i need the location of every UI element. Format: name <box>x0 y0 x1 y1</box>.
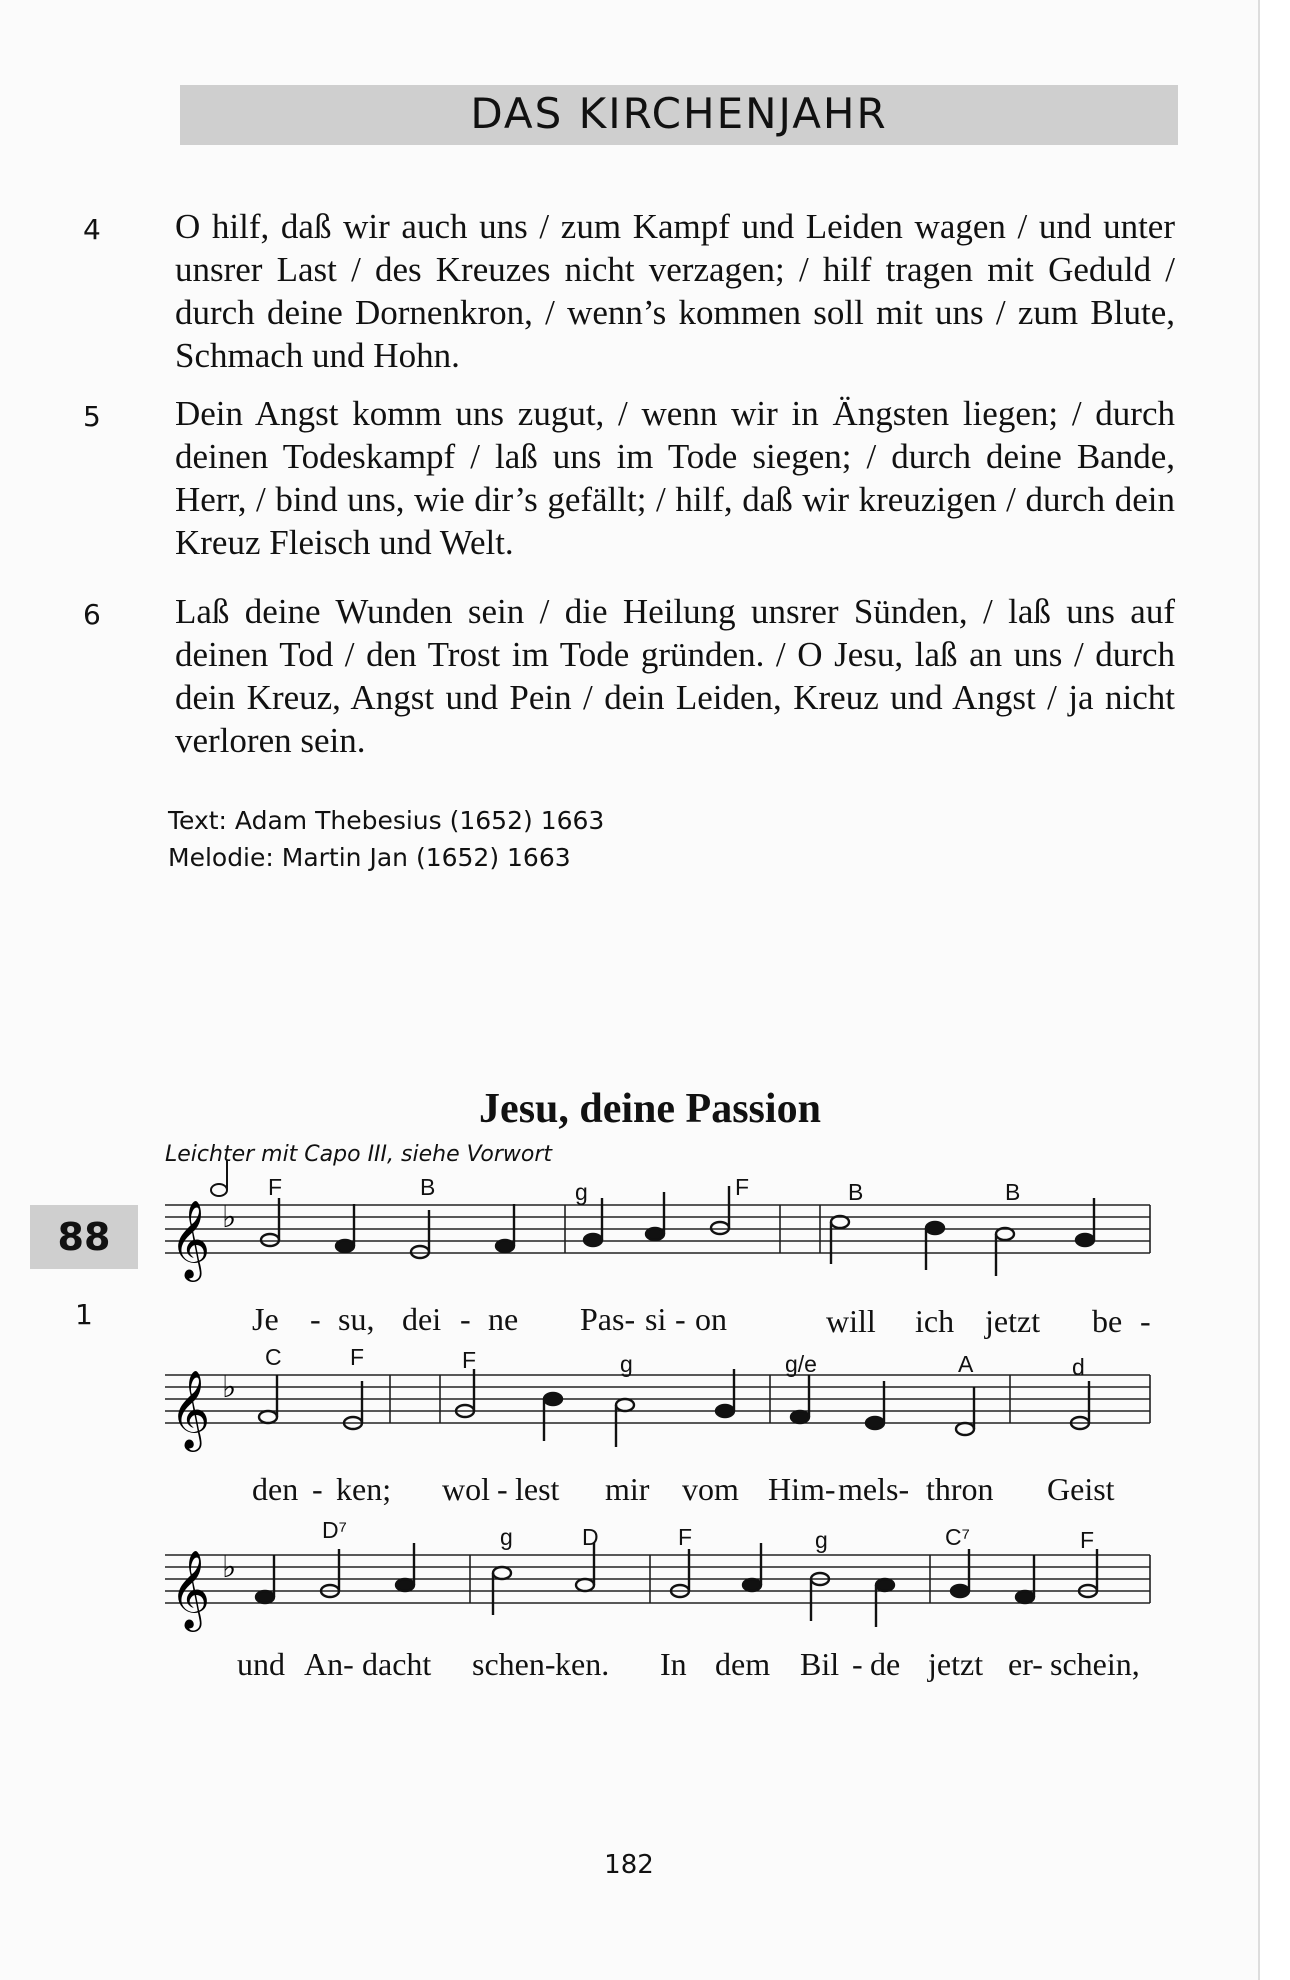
tempo-note: Leichter mit Capo III, siehe Vorwort <box>165 1142 552 1167</box>
stanza-number: 5 <box>83 400 101 433</box>
chord-symbol: F <box>268 1174 283 1200</box>
stanza-number: 6 <box>83 598 101 631</box>
lyric-syllable: ken. <box>555 1646 610 1682</box>
lyric-syllable: mels- <box>838 1471 910 1507</box>
chord-symbol: D <box>582 1524 599 1550</box>
lyric-syllable: vom <box>682 1471 739 1507</box>
treble-clef-icon: 𝄞 <box>170 1370 211 1449</box>
chord-symbol: C <box>265 1344 282 1370</box>
lyric-syllable: Him- <box>768 1471 836 1507</box>
lyric-syllable: den <box>252 1471 299 1507</box>
chord-symbol: B <box>848 1179 864 1205</box>
lyric-syllable: dei <box>402 1301 442 1337</box>
stanza-number: 4 <box>83 213 101 246</box>
flat-key-signature: ♭ <box>222 1550 237 1585</box>
chord-symbol: F <box>735 1174 750 1200</box>
lyric-syllable: In <box>660 1646 687 1682</box>
lyric-syllable: schen- <box>472 1646 556 1682</box>
lyric-syllable: de <box>870 1646 901 1682</box>
lyric-syllable: er- <box>1008 1646 1043 1682</box>
chord-symbol: F <box>350 1344 365 1370</box>
lyric-syllable: - <box>497 1471 508 1507</box>
chord-symbol: g <box>815 1527 828 1553</box>
chord-symbol: F <box>1080 1527 1095 1553</box>
lyric-syllable: - <box>675 1301 686 1337</box>
chord-symbol: C⁷ <box>945 1524 970 1550</box>
lyric-syllable: schein, <box>1050 1646 1140 1682</box>
lyric-syllable: on <box>695 1301 727 1337</box>
lyric-syllable: An- <box>304 1646 354 1682</box>
stanza-text: Laß deine Wunden sein / die Heilung unsrer Sünden, / laß uns auf deinen Tod / den Trost im Tode gründen. / O Jesu, laß an uns / durch dein Kreuz, Angst und Pein / dein Leiden, Kreuz und Angst / ja nicht verloren sein. <box>175 592 1175 760</box>
lyric-syllable: thron <box>926 1471 994 1507</box>
flat-key-signature: ♭ <box>222 1200 237 1235</box>
lyric-syllable: dacht <box>362 1646 432 1682</box>
section-title: DAS KIRCHENJAHR <box>470 89 888 138</box>
stanza-text: Dein Angst komm uns zugut, / wenn wir in Ängsten liegen; / durch deinen Todeskampf / laß uns im Tode siegen; / durch deine Bande, Herr, / bind uns, wie dir’s gefällt; / hilf, daß wir kreuzigen / durch dein Kreuz Fleisch und Welt. <box>175 394 1175 562</box>
page-number: 182 <box>604 1850 654 1880</box>
stanza-text: O hilf, daß wir auch uns / zum Kampf und Leiden wagen / und unter unsrer Last / des Kreuzes nicht verzagen; / hilf tragen mit Geduld / durch deine Dornenkron, / wenn’s kommen soll mit uns / zum Blute, Schmach und Hohn. <box>175 207 1175 375</box>
music-system-2 <box>165 1369 1150 1452</box>
chord-symbol: g/e <box>785 1351 817 1377</box>
lyric-syllable: ich <box>915 1303 955 1339</box>
lyric-syllable: will <box>826 1303 876 1339</box>
chord-symbol: B <box>1005 1179 1021 1205</box>
tempo-half-note-icon <box>211 1160 227 1196</box>
lyric-syllable: mir <box>605 1471 650 1507</box>
notes-system-2 <box>259 1369 1089 1447</box>
lyric-syllable: Pas- <box>580 1301 636 1337</box>
chord-symbol: g <box>500 1524 513 1550</box>
music-system-1 <box>165 1160 1150 1282</box>
lyric-syllable: ne <box>488 1301 519 1337</box>
chord-symbol: B <box>420 1174 436 1200</box>
chord-symbol: d <box>1072 1354 1085 1380</box>
chord-symbol: F <box>678 1524 693 1550</box>
chord-symbol: g <box>620 1351 633 1377</box>
lyric-syllable: Bil <box>800 1646 840 1682</box>
lyric-syllable: Geist <box>1047 1471 1115 1507</box>
treble-clef-icon: 𝄞 <box>170 1550 211 1629</box>
song-number: 88 <box>57 1215 111 1259</box>
music-system-3 <box>165 1543 1150 1632</box>
lyric-syllable: lest <box>515 1471 560 1507</box>
flat-key-signature: ♭ <box>222 1370 237 1405</box>
lyric-syllable: be <box>1092 1303 1123 1339</box>
lyric-syllable: - <box>310 1301 321 1337</box>
melody-credit: Melodie: Martin Jan (1652) 1663 <box>168 843 571 872</box>
lyric-syllable: Je <box>252 1301 279 1337</box>
chord-symbol: g <box>575 1179 588 1205</box>
chord-symbol: D⁷ <box>322 1517 347 1543</box>
treble-clef-icon: 𝄞 <box>170 1200 211 1279</box>
text-credit: Text: Adam Thebesius (1652) 1663 <box>168 806 605 835</box>
song-title: Jesu, deine Passion <box>479 1086 821 1132</box>
lyric-syllable: su, <box>338 1301 375 1337</box>
lyric-syllable: jetzt <box>928 1646 984 1682</box>
chord-symbol: A <box>958 1351 974 1377</box>
lyric-syllable: dem <box>715 1646 771 1682</box>
lyric-syllable: ken; <box>336 1471 392 1507</box>
chord-symbol: F <box>462 1347 477 1373</box>
notes-system-1 <box>261 1186 1094 1276</box>
lyric-syllable: - <box>1140 1303 1151 1339</box>
lyric-syllable: jetzt <box>985 1303 1041 1339</box>
lyric-syllable: und <box>237 1646 285 1682</box>
lyric-syllable: - <box>460 1301 471 1337</box>
lyric-syllable: - <box>312 1471 323 1507</box>
lyric-syllable: - <box>852 1646 863 1682</box>
lyrics <box>237 1301 1151 1682</box>
verse-number: 1 <box>75 1298 93 1331</box>
lyric-syllable: si <box>645 1301 667 1337</box>
lyric-syllable: wol <box>442 1471 490 1507</box>
